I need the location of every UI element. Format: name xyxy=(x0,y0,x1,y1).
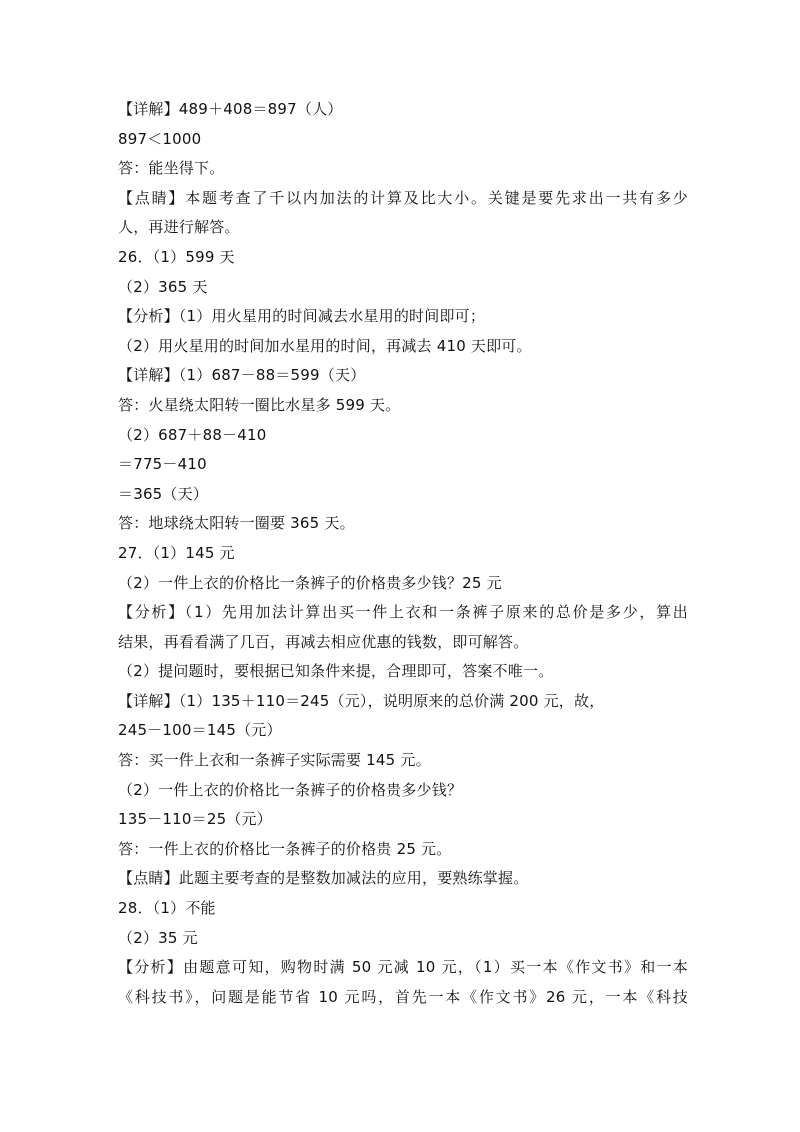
text-line-calc: （2）687＋88－410 xyxy=(118,425,267,444)
text-line-calc: 135－110＝25（元） xyxy=(118,810,272,829)
text-line-analysis: 【分析】（1）用火星用的时间减去水星用的时间即可； xyxy=(118,307,486,326)
text-line-answer: 答：一件上衣的价格比一条裤子的价格贵 25 元。 xyxy=(118,839,452,858)
question-26-heading: 26．（1）599 天 xyxy=(118,247,235,266)
text-line-analysis-part2: （2）提问题时，要根据已知条件来提，合理即可，答案不唯一。 xyxy=(118,662,554,681)
question-28-heading: 28．（1）不能 xyxy=(118,899,216,918)
text-line-answer: 答：能坐得下。 xyxy=(118,159,225,178)
text-line-detail-26-sum: 【详解】489＋408＝897（人） xyxy=(118,100,343,118)
text-line-calc: ＝775－410 xyxy=(118,455,207,474)
text-line-comment-cont: 人，再进行解答。 xyxy=(118,218,240,237)
text-line-analysis-cont: 结果，再看看满了几百，再减去相应优惠的钱数，即可解答。 xyxy=(118,632,529,651)
question-26-part2: （2）365 天 xyxy=(118,277,208,296)
question-27-heading: 27．（1）145 元 xyxy=(118,543,235,562)
text-line-calc: ＝365（天） xyxy=(118,484,209,503)
text-line-analysis: 【分析】由题意可知，购物时满 50 元减 10 元，（1）买一本《作文书》和一本 xyxy=(118,958,688,977)
text-line-compare: 897＜1000 xyxy=(118,129,202,148)
text-line-detail: 【详解】（1）135＋110＝245（元），说明原来的总价满 200 元，故， xyxy=(118,691,605,710)
text-line-analysis-cont: 《科技书》，问题是能节省 10 元吗，首先一本《作文书》26 元，一本《科技 xyxy=(118,987,688,1006)
text-line-comment: 【点睛】本题考查了千以内加法的计算及比大小。关键是要先求出一共有多少 xyxy=(118,188,688,207)
question-27-part2: （2）一件上衣的价格比一条裤子的价格贵多少钱？25 元 xyxy=(118,573,502,592)
text-line-analysis: 【分析】（1）先用加法计算出买一件上衣和一条裤子原来的总价是多少，算出 xyxy=(118,603,688,622)
text-line-detail: 【详解】（1）687－88＝599（天） xyxy=(118,366,366,385)
text-line-analysis-part2: （2）用火星用的时间加水星用的时间，再减去 410 天即可。 xyxy=(118,336,532,355)
text-line-answer: 答：买一件上衣和一条裤子实际需要 145 元。 xyxy=(118,751,431,770)
answer-text-block xyxy=(118,95,688,1012)
text-line-question: （2）一件上衣的价格比一条裤子的价格贵多少钱？ xyxy=(118,780,463,799)
text-line-comment: 【点睛】此题主要考查的是整数加减法的应用，要熟练掌握。 xyxy=(118,869,529,888)
text-line-calc: 245－100＝145（元） xyxy=(118,721,282,740)
text-line-answer: 答：地球绕太阳转一圈要 365 天。 xyxy=(118,514,355,533)
question-28-part2: （2）35 元 xyxy=(118,928,198,947)
text-line-answer: 答：火星绕太阳转一圈比水星多 599 天。 xyxy=(118,395,401,414)
